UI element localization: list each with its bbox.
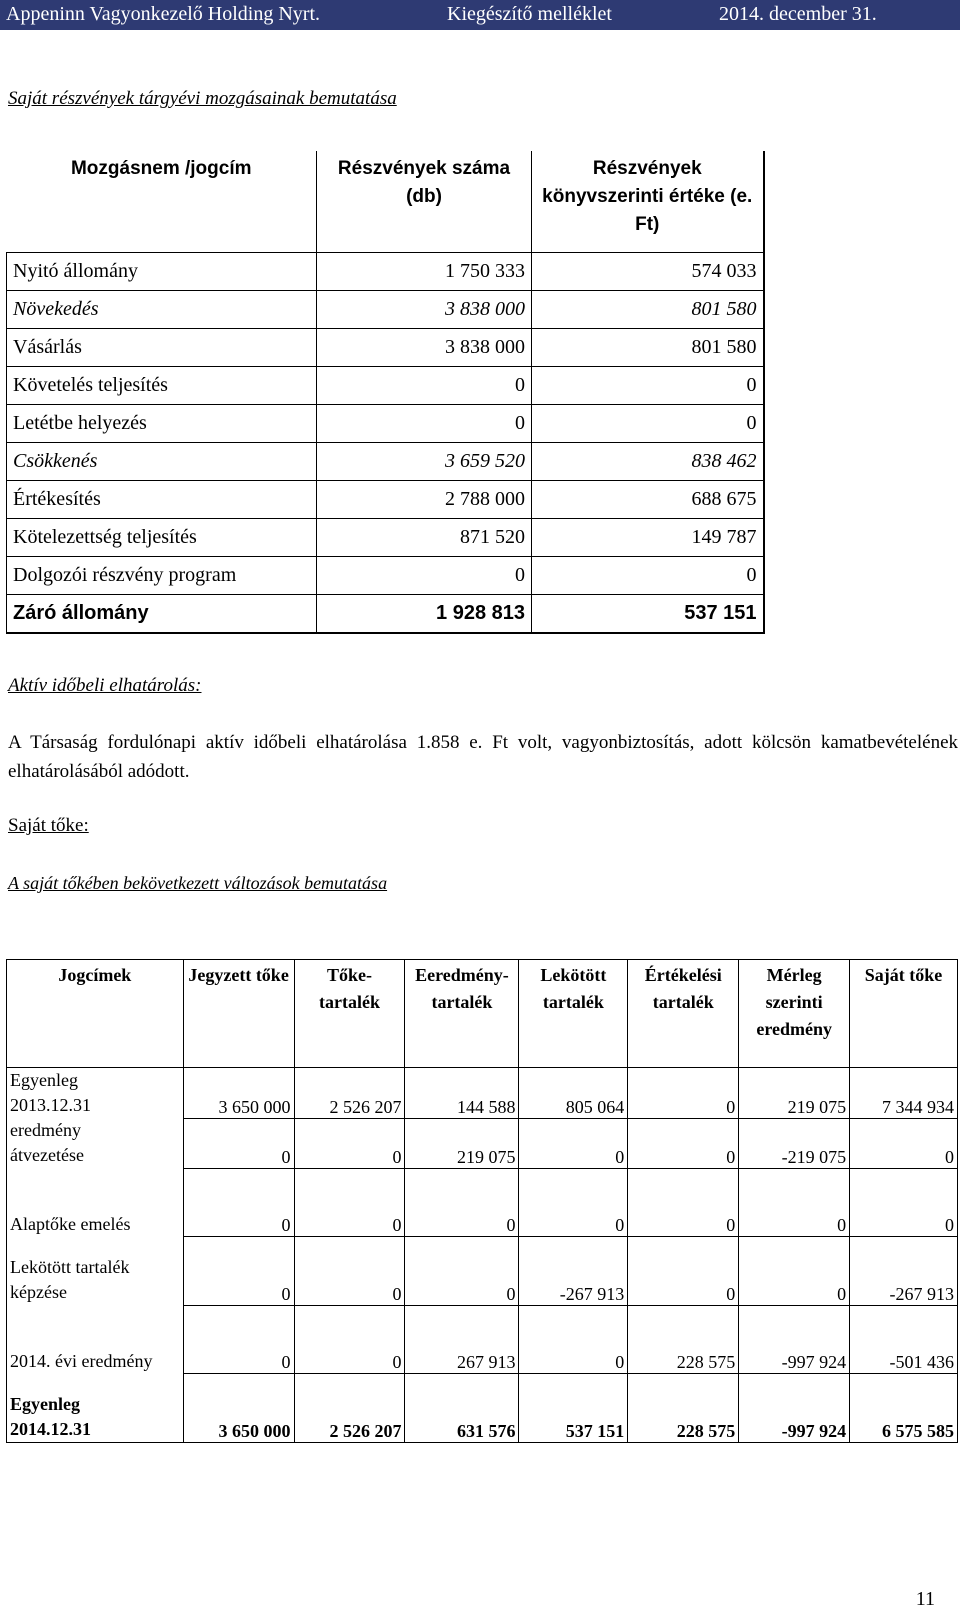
value-cell: 0 bbox=[519, 1187, 628, 1237]
table-row bbox=[7, 557, 764, 595]
share-count-cell: 0 bbox=[317, 557, 532, 595]
spacer-cell bbox=[7, 1305, 184, 1324]
row-label: Értékesítés bbox=[7, 481, 317, 519]
book-value-cell: 688 675 bbox=[532, 481, 764, 519]
spacer-cell bbox=[7, 1237, 184, 1256]
row-label bbox=[7, 1068, 184, 1119]
table-header-row bbox=[7, 151, 764, 253]
column-header: Jogcímek bbox=[7, 960, 184, 1068]
equity-changes-subtitle: A saját tőkében bekövetkezett változások bemutatása bbox=[8, 873, 388, 893]
spacer-cell bbox=[405, 1305, 519, 1324]
value-cell: 219 075 bbox=[405, 1118, 519, 1168]
column-header: Tőke-tartalék bbox=[294, 960, 405, 1068]
row-label: Záró állomány bbox=[7, 595, 317, 634]
section-title-treasury-shares: Saját részvények tárgyévi mozgásainak bemutatása bbox=[8, 88, 397, 109]
spacer-cell bbox=[183, 1237, 294, 1256]
table-row bbox=[7, 595, 764, 634]
spacer-cell bbox=[519, 1305, 628, 1324]
row-label bbox=[7, 1187, 184, 1237]
table-row bbox=[7, 519, 764, 557]
table-header-row bbox=[7, 960, 958, 1068]
spacer-cell bbox=[850, 1374, 958, 1393]
spacer-cell bbox=[850, 1237, 958, 1256]
table-row bbox=[7, 481, 764, 519]
value-cell: -997 924 bbox=[739, 1392, 850, 1443]
header-doc-title: Kiegészítő melléklet bbox=[447, 3, 612, 25]
row-label-line1: Egyenleg bbox=[10, 1394, 80, 1414]
book-value-cell: 0 bbox=[532, 367, 764, 405]
row-label-line2: 2013.12.31 bbox=[10, 1095, 91, 1115]
row-label-line2: képzése bbox=[10, 1282, 67, 1302]
value-cell: 219 075 bbox=[739, 1068, 850, 1119]
spacer-cell bbox=[7, 1168, 184, 1187]
column-header: Jegyzett tőke bbox=[183, 960, 294, 1068]
spacer-cell bbox=[294, 1374, 405, 1393]
share-count-cell: 3 838 000 bbox=[317, 291, 532, 329]
table-row bbox=[7, 1324, 958, 1374]
row-label-line1 bbox=[10, 1187, 180, 1212]
spacer-cell bbox=[7, 1374, 184, 1393]
book-value-cell: 838 462 bbox=[532, 443, 764, 481]
share-count-cell: 871 520 bbox=[317, 519, 532, 557]
share-count-cell: 0 bbox=[317, 367, 532, 405]
spacer-cell bbox=[183, 1374, 294, 1393]
spacer-cell bbox=[294, 1305, 405, 1324]
value-cell: -997 924 bbox=[739, 1324, 850, 1374]
value-cell: 0 bbox=[183, 1324, 294, 1374]
value-cell: 0 bbox=[183, 1187, 294, 1237]
value-cell: 267 913 bbox=[405, 1324, 519, 1374]
share-count-cell: 3 838 000 bbox=[317, 329, 532, 367]
row-label: Követelés teljesítés bbox=[7, 367, 317, 405]
spacer-cell bbox=[628, 1168, 739, 1187]
value-cell: 0 bbox=[628, 1118, 739, 1168]
value-cell: -267 913 bbox=[850, 1255, 958, 1305]
value-cell: 2 526 207 bbox=[294, 1068, 405, 1119]
table-row bbox=[7, 405, 764, 443]
value-cell: 0 bbox=[628, 1255, 739, 1305]
column-header: Értékelési tartalék bbox=[628, 960, 739, 1068]
value-cell: 0 bbox=[628, 1068, 739, 1119]
share-count-cell: 0 bbox=[317, 405, 532, 443]
table-row bbox=[7, 291, 764, 329]
book-value-cell: 537 151 bbox=[532, 595, 764, 634]
value-cell: 0 bbox=[183, 1118, 294, 1168]
table-row bbox=[7, 329, 764, 367]
spacer-cell bbox=[183, 1168, 294, 1187]
spacer-cell bbox=[294, 1237, 405, 1256]
page-number: 11 bbox=[915, 1588, 935, 1610]
value-cell: 6 575 585 bbox=[850, 1392, 958, 1443]
book-value-cell: 801 580 bbox=[532, 291, 764, 329]
row-label-line1 bbox=[10, 1324, 180, 1349]
value-cell: 2 526 207 bbox=[294, 1392, 405, 1443]
book-value-cell: 574 033 bbox=[532, 253, 764, 291]
spacer-cell bbox=[405, 1374, 519, 1393]
value-cell: 0 bbox=[519, 1118, 628, 1168]
spacer-cell bbox=[628, 1237, 739, 1256]
row-spacer bbox=[7, 1237, 958, 1256]
spacer-cell bbox=[405, 1237, 519, 1256]
column-header: Saját tőke bbox=[850, 960, 958, 1068]
value-cell: 537 151 bbox=[519, 1392, 628, 1443]
value-cell: 0 bbox=[294, 1118, 405, 1168]
row-label-line1: Egyenleg bbox=[10, 1070, 78, 1090]
spacer-cell bbox=[519, 1374, 628, 1393]
spacer-cell bbox=[294, 1168, 405, 1187]
row-label bbox=[7, 1255, 184, 1305]
table-row bbox=[7, 1068, 958, 1119]
share-count-cell: 1 750 333 bbox=[317, 253, 532, 291]
value-cell: 0 bbox=[850, 1118, 958, 1168]
row-label-line2: 2014.12.31 bbox=[10, 1419, 91, 1439]
value-cell: 805 064 bbox=[519, 1068, 628, 1119]
row-label: Letétbe helyezés bbox=[7, 405, 317, 443]
table-row bbox=[7, 367, 764, 405]
equity-changes-table bbox=[6, 959, 958, 1443]
value-cell: 0 bbox=[739, 1187, 850, 1237]
spacer-cell bbox=[183, 1305, 294, 1324]
column-header: Részvények könyvszerinti értéke (e. Ft) bbox=[532, 151, 764, 253]
row-label: Kötelezettség teljesítés bbox=[7, 519, 317, 557]
book-value-cell: 0 bbox=[532, 557, 764, 595]
spacer-cell bbox=[519, 1168, 628, 1187]
value-cell: 228 575 bbox=[628, 1324, 739, 1374]
book-value-cell: 801 580 bbox=[532, 329, 764, 367]
share-count-cell: 3 659 520 bbox=[317, 443, 532, 481]
row-label-line2: átvezetése bbox=[10, 1145, 84, 1165]
share-count-cell: 1 928 813 bbox=[317, 595, 532, 634]
header-date: 2014. december 31. bbox=[719, 3, 877, 25]
spacer-cell bbox=[850, 1305, 958, 1324]
row-label: Vásárlás bbox=[7, 329, 317, 367]
value-cell: 0 bbox=[519, 1324, 628, 1374]
spacer-cell bbox=[628, 1305, 739, 1324]
value-cell: 0 bbox=[739, 1255, 850, 1305]
spacer-cell bbox=[405, 1168, 519, 1187]
value-cell: -219 075 bbox=[739, 1118, 850, 1168]
accruals-paragraph: A Társaság fordulónapi aktív időbeli elhatárolása 1.858 e. Ft volt, vagyonbiztosítás, adott kölcsön kamatbevételének elhatárolásából adódott. bbox=[8, 732, 958, 782]
value-cell: 228 575 bbox=[628, 1392, 739, 1443]
value-cell: 7 344 934 bbox=[850, 1068, 958, 1119]
value-cell: 3 650 000 bbox=[183, 1392, 294, 1443]
value-cell: -267 913 bbox=[519, 1255, 628, 1305]
column-header: Eeredmény-tartalék bbox=[405, 960, 519, 1068]
row-label bbox=[7, 1324, 184, 1374]
section-title-equity: Saját tőke: bbox=[8, 815, 89, 836]
table-row bbox=[7, 1118, 958, 1168]
spacer-cell bbox=[739, 1374, 850, 1393]
column-header: Lekötött tartalék bbox=[519, 960, 628, 1068]
value-cell: 0 bbox=[294, 1324, 405, 1374]
table-row bbox=[7, 1187, 958, 1237]
treasury-shares-table bbox=[6, 151, 765, 634]
row-spacer bbox=[7, 1168, 958, 1187]
value-cell: 0 bbox=[405, 1187, 519, 1237]
row-label-line1: eredmény bbox=[10, 1120, 81, 1140]
table-row bbox=[7, 443, 764, 481]
column-header: Mérleg szerinti eredmény bbox=[739, 960, 850, 1068]
column-header: Részvények száma (db) bbox=[317, 151, 532, 253]
value-cell: 0 bbox=[628, 1187, 739, 1237]
spacer-cell bbox=[519, 1237, 628, 1256]
book-value-cell: 0 bbox=[532, 405, 764, 443]
row-label bbox=[7, 1118, 184, 1168]
spacer-cell bbox=[739, 1237, 850, 1256]
header-company: Appeninn Vagyonkezelő Holding Nyrt. bbox=[6, 3, 321, 25]
value-cell: 0 bbox=[850, 1187, 958, 1237]
row-label: Dolgozói részvény program bbox=[7, 557, 317, 595]
table-row bbox=[7, 1255, 958, 1305]
spacer-cell bbox=[739, 1168, 850, 1187]
value-cell: 3 650 000 bbox=[183, 1068, 294, 1119]
value-cell: 0 bbox=[294, 1255, 405, 1305]
section-title-accruals: Aktív időbeli elhatárolás: bbox=[8, 675, 202, 696]
column-header: Mozgásnem /jogcím bbox=[7, 151, 317, 253]
row-spacer bbox=[7, 1374, 958, 1393]
row-spacer bbox=[7, 1305, 958, 1324]
value-cell: 631 576 bbox=[405, 1392, 519, 1443]
value-cell: 0 bbox=[405, 1255, 519, 1305]
spacer-cell bbox=[850, 1168, 958, 1187]
table-row bbox=[7, 1392, 958, 1443]
row-label bbox=[7, 1392, 184, 1443]
value-cell: -501 436 bbox=[850, 1324, 958, 1374]
row-label: Csökkenés bbox=[7, 443, 317, 481]
share-count-cell: 2 788 000 bbox=[317, 481, 532, 519]
value-cell: 144 588 bbox=[405, 1068, 519, 1119]
spacer-cell bbox=[739, 1305, 850, 1324]
row-label: Növekedés bbox=[7, 291, 317, 329]
table-row bbox=[7, 253, 764, 291]
value-cell: 0 bbox=[294, 1187, 405, 1237]
value-cell: 0 bbox=[183, 1255, 294, 1305]
row-label-line2: 2014. évi eredmény bbox=[10, 1350, 153, 1371]
page-header bbox=[0, 0, 960, 30]
spacer-cell bbox=[628, 1374, 739, 1393]
row-label-line2: Alaptőke emelés bbox=[10, 1213, 131, 1234]
row-label: Nyitó állomány bbox=[7, 253, 317, 291]
book-value-cell: 149 787 bbox=[532, 519, 764, 557]
row-label-line1: Lekötött tartalék bbox=[10, 1257, 130, 1277]
